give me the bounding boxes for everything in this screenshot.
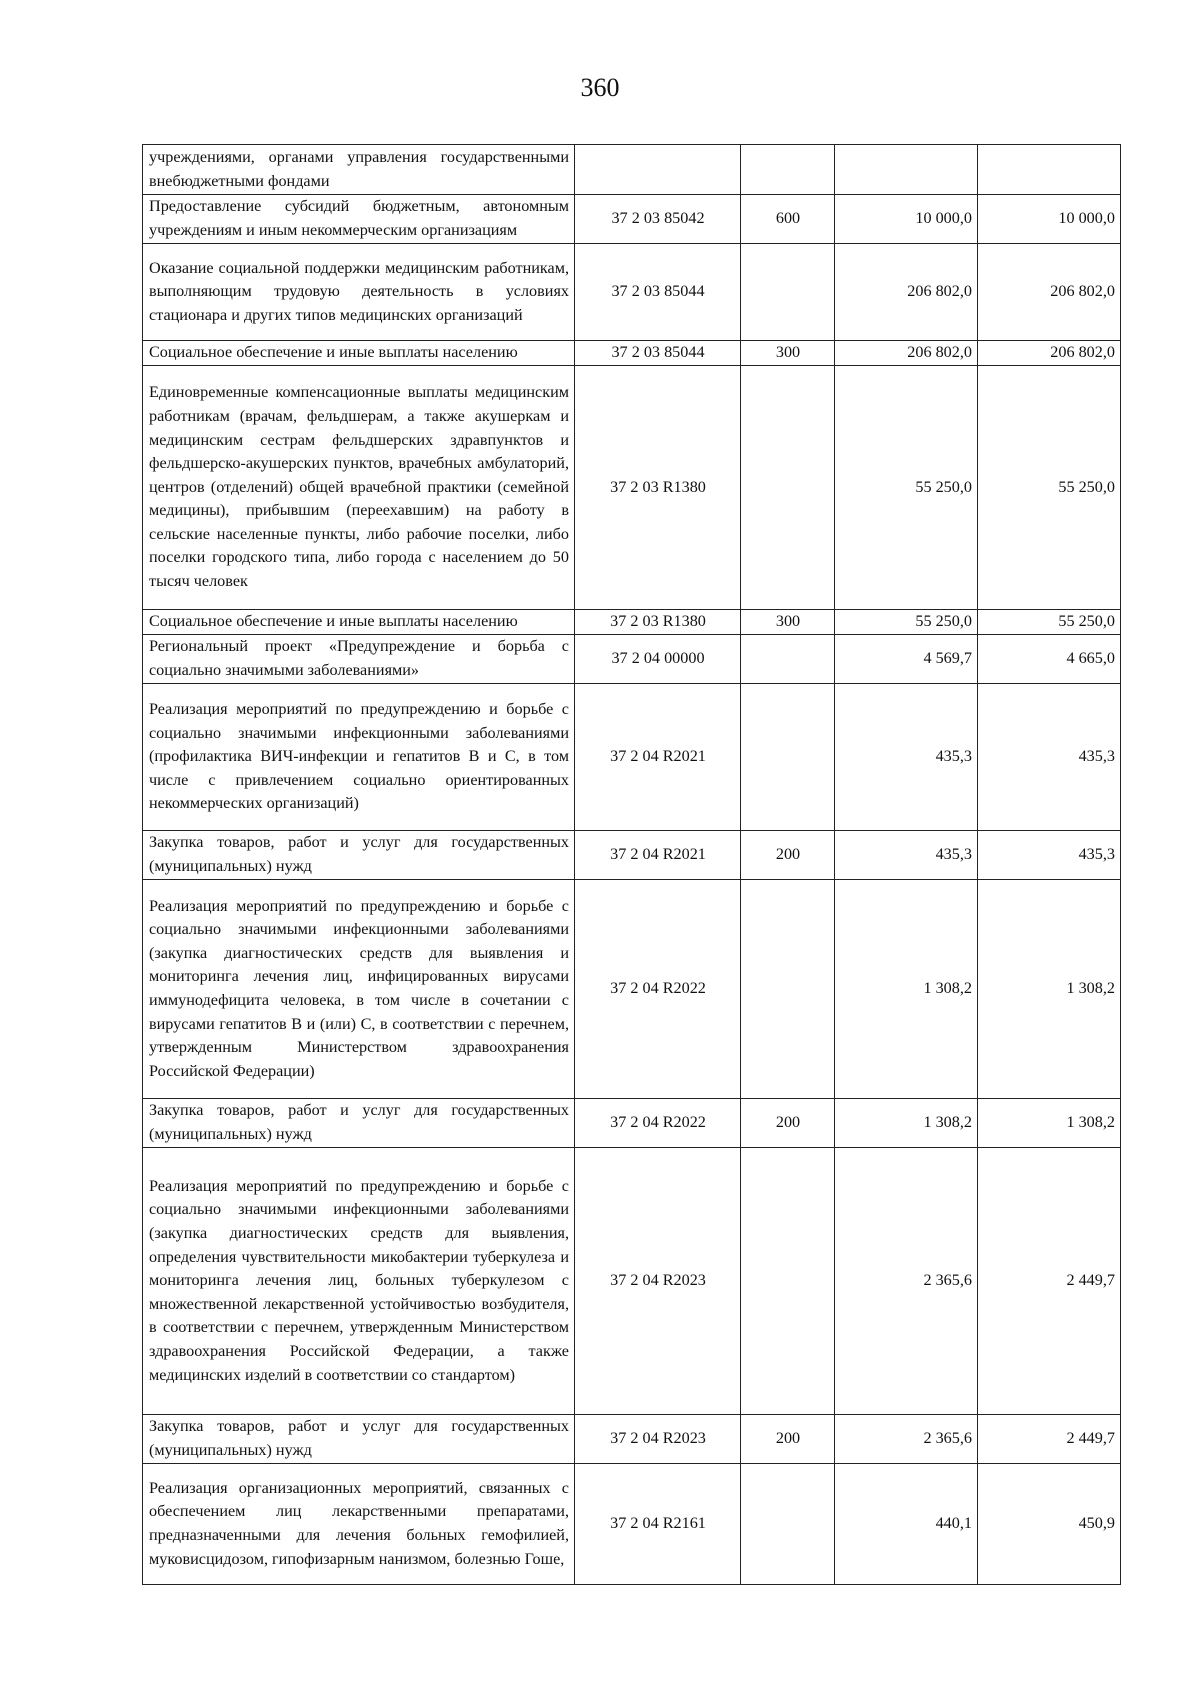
- target-item-code-cell: 37 2 04 R2021: [575, 684, 741, 831]
- amount-cell: [978, 145, 1121, 195]
- table-row: [143, 1464, 1121, 1585]
- amount-cell: 55 250,0: [978, 366, 1121, 610]
- expense-type-cell: [741, 635, 835, 684]
- row-name-cell: Реализация мероприятий по предупреждению и борьбе с социально значимыми инфекционными заболеваниями (закупка диагностических средств для выявления, определения чувствительности микобактерии туберкулеза и мониторинга лечения лиц, больных туберкулезом с множественной лекарственной устойчивостью возбудителя, в соответствии с перечнем, утвержденным Министерством здравоохранения Российской Федерации, а также медицинских изделий в соответствии со стандартом): [143, 1148, 575, 1415]
- target-item-code-cell: [575, 145, 741, 195]
- expense-type-cell: [741, 244, 835, 341]
- amount-cell: 4 665,0: [978, 635, 1121, 684]
- amount-cell: 4 569,7: [835, 635, 978, 684]
- target-item-code-cell: 37 2 04 R2022: [575, 880, 741, 1099]
- table-row: [143, 880, 1121, 1099]
- row-name-cell: Закупка товаров, работ и услуг для государственных (муниципальных) нужд: [143, 1099, 575, 1148]
- amount-cell: 55 250,0: [978, 610, 1121, 635]
- amount-cell: 206 802,0: [835, 244, 978, 341]
- amount-cell: 450,9: [978, 1464, 1121, 1585]
- amount-cell: 1 308,2: [835, 880, 978, 1099]
- amount-cell: 10 000,0: [835, 195, 978, 244]
- amount-cell: [835, 145, 978, 195]
- table-row: [143, 610, 1121, 635]
- table-row: [143, 1148, 1121, 1415]
- row-name-cell: Социальное обеспечение и иные выплаты населению: [143, 610, 575, 635]
- amount-cell: 1 308,2: [978, 1099, 1121, 1148]
- target-item-code-cell: 37 2 03 R1380: [575, 366, 741, 610]
- table-row: [143, 244, 1121, 341]
- amount-cell: 206 802,0: [835, 341, 978, 366]
- target-item-code-cell: 37 2 03 85044: [575, 244, 741, 341]
- amount-cell: 1 308,2: [835, 1099, 978, 1148]
- expense-type-cell: [741, 684, 835, 831]
- expense-type-cell: [741, 1148, 835, 1415]
- target-item-code-cell: 37 2 04 R2023: [575, 1415, 741, 1464]
- amount-cell: 435,3: [978, 831, 1121, 880]
- target-item-code-cell: 37 2 04 R2021: [575, 831, 741, 880]
- expense-type-cell: 200: [741, 831, 835, 880]
- budget-table: [142, 144, 1121, 1585]
- row-name-cell: Оказание социальной поддержки медицинским работникам, выполняющим трудовую деятельность в условиях стационара и других типов медицинских организаций: [143, 244, 575, 341]
- row-name-cell: учреждениями, органами управления государственными внебюджетными фондами: [143, 145, 575, 195]
- amount-cell: 10 000,0: [978, 195, 1121, 244]
- expense-type-cell: 300: [741, 610, 835, 635]
- amount-cell: 206 802,0: [978, 341, 1121, 366]
- amount-cell: 440,1: [835, 1464, 978, 1585]
- table-row: [143, 831, 1121, 880]
- amount-cell: 1 308,2: [978, 880, 1121, 1099]
- amount-cell: 2 365,6: [835, 1415, 978, 1464]
- table-row: [143, 145, 1121, 195]
- amount-cell: 55 250,0: [835, 366, 978, 610]
- row-name-cell: Закупка товаров, работ и услуг для государственных (муниципальных) нужд: [143, 1415, 575, 1464]
- target-item-code-cell: 37 2 04 00000: [575, 635, 741, 684]
- row-name-cell: Реализация мероприятий по предупреждению и борьбе с социально значимыми инфекционными заболеваниями (профилактика ВИЧ-инфекции и гепатитов B и C, в том числе с привлечением социально ориентированных некоммерческих организаций): [143, 684, 575, 831]
- target-item-code-cell: 37 2 04 R2161: [575, 1464, 741, 1585]
- amount-cell: 435,3: [835, 831, 978, 880]
- amount-cell: 435,3: [835, 684, 978, 831]
- target-item-code-cell: 37 2 03 R1380: [575, 610, 741, 635]
- row-name-cell: Единовременные компенсационные выплаты медицинским работникам (врачам, фельдшерам, а также акушеркам и медицинским сестрам фельдшерских здравпунктов и фельдшерско-акушерских пунктов, врачебных амбулаторий, центров (отделений) общей врачебной практики (семейной медицины), прибывшим (переехавшим) на работу в сельские населенные пункты, либо рабочие поселки, либо поселки городского типа, либо города с населением до 50 тысяч человек: [143, 366, 575, 610]
- amount-cell: 435,3: [978, 684, 1121, 831]
- expense-type-cell: [741, 366, 835, 610]
- expense-type-cell: [741, 1464, 835, 1585]
- row-name-cell: Реализация мероприятий по предупреждению и борьбе с социально значимыми инфекционными заболеваниями (закупка диагностических средств для выявления и мониторинга лечения лиц, инфицированных вирусами иммунодефицита человека, в том числе в сочетании с вирусами гепатитов B и (или) C, в соответствии с перечнем, утвержденным Министерством здравоохранения Российской Федерации): [143, 880, 575, 1099]
- page-number: 360: [580, 73, 620, 102]
- expense-type-cell: [741, 880, 835, 1099]
- row-name-cell: Реализация организационных мероприятий, связанных с обеспечением лиц лекарственными препаратами, предназначенными для лечения больных гемофилией, муковисцидозом, гипофизарным нанизмом, болезнью Гоше,: [143, 1464, 575, 1585]
- table-row: [143, 341, 1121, 366]
- expense-type-cell: 300: [741, 341, 835, 366]
- amount-cell: 55 250,0: [835, 610, 978, 635]
- table-row: [143, 684, 1121, 831]
- table-row: [143, 366, 1121, 610]
- amount-cell: 2 449,7: [978, 1415, 1121, 1464]
- row-name-cell: Предоставление субсидий бюджетным, автономным учреждениям и иным некоммерческим организациям: [143, 195, 575, 244]
- table-row: [143, 1415, 1121, 1464]
- row-name-cell: Социальное обеспечение и иные выплаты населению: [143, 341, 575, 366]
- target-item-code-cell: 37 2 04 R2023: [575, 1148, 741, 1415]
- target-item-code-cell: 37 2 03 85042: [575, 195, 741, 244]
- amount-cell: 2 449,7: [978, 1148, 1121, 1415]
- amount-cell: 2 365,6: [835, 1148, 978, 1415]
- target-item-code-cell: 37 2 03 85044: [575, 341, 741, 366]
- expense-type-cell: 200: [741, 1415, 835, 1464]
- expense-type-cell: 600: [741, 195, 835, 244]
- target-item-code-cell: 37 2 04 R2022: [575, 1099, 741, 1148]
- amount-cell: 206 802,0: [978, 244, 1121, 341]
- row-name-cell: Закупка товаров, работ и услуг для государственных (муниципальных) нужд: [143, 831, 575, 880]
- expense-type-cell: [741, 145, 835, 195]
- table-row: [143, 635, 1121, 684]
- row-name-cell: Региональный проект «Предупреждение и борьба с социально значимыми заболеваниями»: [143, 635, 575, 684]
- table-row: [143, 1099, 1121, 1148]
- expense-type-cell: 200: [741, 1099, 835, 1148]
- table-row: [143, 195, 1121, 244]
